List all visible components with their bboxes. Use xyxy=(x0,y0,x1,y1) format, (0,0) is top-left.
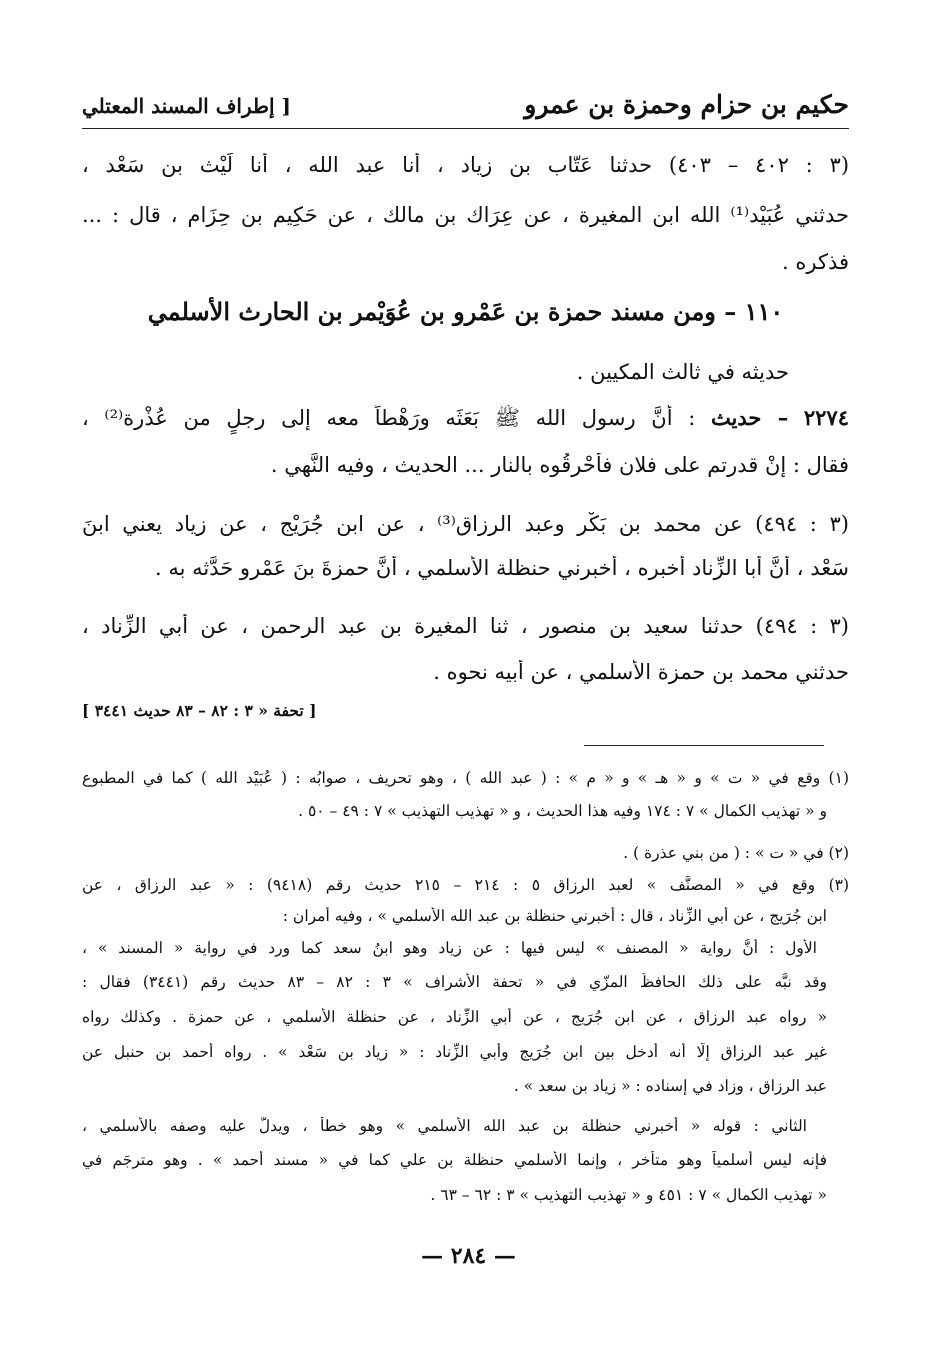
header-title: حكيم بن حزام وحمزة بن عمرو xyxy=(524,90,849,119)
footnote-line: و « تهذيب الكمال » ٧ : ١٧٤ وفيه هذا الحديث ، و « تهذيب التهذيب » ٧ : ٤٩ – ٥٠ . xyxy=(298,802,827,820)
hadith-line: فقال : إنْ قدرتم على فلان فأحْرِقُوه بالنار ... الحديث ، وفيه النَّهي . xyxy=(270,453,849,477)
footnote-line: ابن جُرَيج ، عن أبي الزِّناد ، قال : أخبرني حنظلة بن عبد الله الأسلمي » ، وفيه أمران : xyxy=(282,907,827,925)
section-heading: ١١٠ – ومن مسند حمزة بن عَمْرو بن عُوَيْمر بن الحارث الأسلمي xyxy=(147,297,784,326)
footnote-line: غير عبد الرزاق إلّا أنه أدخل بين ابن جُرَيج وأبي الزِّناد : « زياد بن سَعْد » . رواه أحمد بن حنبل عن xyxy=(82,1043,827,1061)
footnote-separator xyxy=(584,745,824,746)
footnote-line: الأول : أنَّ رواية « المصنف » ليس فيها : عن زياد وهو ابنُ سعد كما ورد في رواية « المسند » ، xyxy=(82,939,817,957)
body-line: فذكره . xyxy=(782,250,849,274)
hadith-number: ٢٢٧٤ xyxy=(803,405,849,430)
footnote-line: (١) وقع في « ت » و « هـ » و « م » : ( عبد الله ) ، وهو تحريف ، صوابُه : ( عُبَيْد الله ) كما في المطبوع xyxy=(82,769,849,787)
footnote-line: (٢) في « ت » : ( من بني عذرة ) . xyxy=(623,844,849,862)
isnad-line: حدثني محمد بن حمزة الأسلمي ، عن أبيه نحوه . xyxy=(433,660,849,684)
page-number: — ٢٨٤ — xyxy=(421,1243,516,1269)
footnote-line: الثاني : قوله « أخبرني حنظلة بن عبد الله الأسلمي » وهو خطأ ، ويدلُّ عليه وصفه بالأسلمي ، xyxy=(82,1117,807,1135)
intro-line: حديثه في ثالث المكيين . xyxy=(576,360,789,384)
body-line: (٣ : ٤٠٢ – ٤٠٣) حدثنا عَتّاب بن زياد ، أنا عبد الله ، أنا لَيْث بن سَعْد ، xyxy=(82,153,849,177)
header-book-title: [ إطراف المسند المعتلي xyxy=(82,94,291,118)
hadith-label: – حديث xyxy=(710,405,789,430)
hadith-text: : أنَّ رسول الله ﷺ بَعَثَه ورَهْطاً معه إلى رجلٍ من عُذْرة⁽²⁾ ، xyxy=(82,406,711,430)
footnote-line: « رواه عبد الرزاق ، عن ابن جُرَيج ، عن أبي الزِّناد ، عن حنظلة الأسلمي ، عن حمزة . وكذلك رواه xyxy=(82,1008,827,1026)
footnote-line: عبد الرزاق ، وزاد في إسناده : « زياد بن سعد » . xyxy=(513,1077,827,1095)
footnote-line: « تهذيب الكمال » ٧ : ٤٥١ و « تهذيب التهذيب » ٣ : ٦٢ – ٦٣ . xyxy=(430,1186,827,1204)
footnote-line: وقد نبَّه على ذلك الحافظُ المزّي في « تحفة الأشراف » ٣ : ٨٢ – ٨٣ حديث رقم (٣٤٤١) فقال : xyxy=(82,973,827,991)
footnote-line: فإنه ليس أسلمياً وهو متأخر ، وإنما الأسلمي حنظلة بن علي كما في « مسند أحمد » . وهو مترجَم في xyxy=(82,1151,827,1169)
isnad-line: سَعْد ، أنَّ أبا الزِّناد أخبره ، أخبرني حنظلة الأسلمي ، أنَّ حمزةَ بنَ عَمْرٍو حَدَّثه به . xyxy=(155,556,849,580)
hadith-line xyxy=(82,405,849,436)
body-line: حدثني عُبَيْد⁽¹⁾ الله ابن المغيرة ، عن عِرَاك بن مالك ، عن حَكِيم بن حِزَام ، قال : ... xyxy=(82,203,849,227)
tuhfa-reference: [ تحفة « ٣ : ٨٢ – ٨٣ حديث ٣٤٤١ ] xyxy=(82,701,317,720)
isnad-line: (٣ : ٤٩٤) حدثنا سعيد بن منصور ، ثنا المغيرة بن عبد الرحمن ، عن أبي الزِّناد ، xyxy=(82,614,849,638)
isnad-line: (٣ : ٤٩٤) عن محمد بن بَكْر وعبد الرزاق⁽³⁾ ، عن ابن جُرَيْج ، عن زياد يعني ابنَ xyxy=(82,512,849,536)
footnote-line: (٣) وقع في « المصنَّف » لعبد الرزاق ٥ : ٢١٤ – ٢١٥ حديث رقم (٩٤١٨) : « عبد الرزاق ، عن xyxy=(82,876,849,894)
running-header xyxy=(82,88,849,129)
